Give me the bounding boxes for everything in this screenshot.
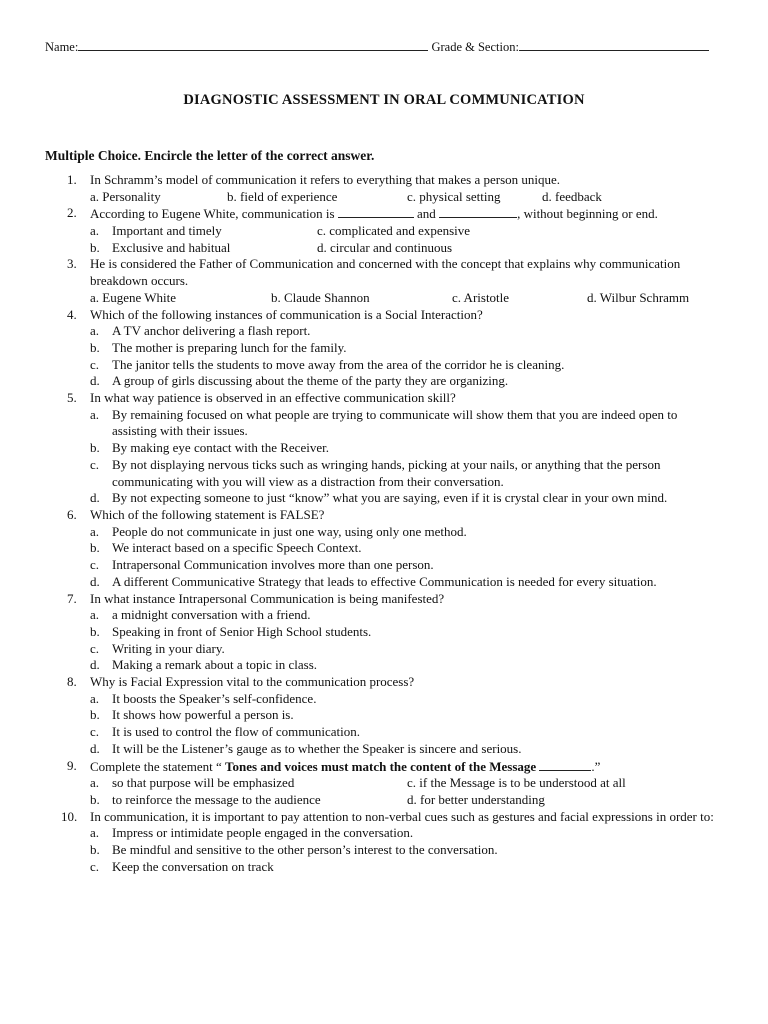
grade-section-label: Grade & Section: — [431, 40, 519, 54]
option-b[interactable]: Exclusive and habitual — [112, 239, 231, 255]
answer-blank[interactable] — [439, 205, 517, 218]
question-text: In what way patience is observed in an effective communication skill? — [90, 390, 456, 406]
question-number: 5. — [67, 390, 77, 406]
option-letter: a. — [90, 607, 100, 623]
question-9 — [45, 758, 725, 776]
option-b[interactable] — [45, 540, 725, 557]
option-a[interactable]: a. Personality — [90, 188, 161, 204]
option-letter: a. — [90, 323, 100, 339]
option-d[interactable] — [45, 657, 725, 674]
question-text-end: .” — [591, 758, 601, 774]
option-d[interactable] — [45, 741, 725, 758]
option-letter: b. — [90, 339, 100, 355]
option-letter: b. — [90, 623, 100, 639]
option-c[interactable]: c. complicated and expensive — [317, 223, 471, 239]
option-letter: b. — [90, 540, 100, 556]
question-text-part1: Complete the statement “ — [90, 758, 226, 774]
option-letter: c. — [90, 724, 100, 740]
option-letter: d. — [90, 657, 100, 673]
option-letter: b. — [90, 239, 100, 255]
option-letter: a. — [90, 825, 100, 841]
option-text: It is used to control the flow of communication. — [112, 724, 361, 740]
question-number: 3. — [67, 256, 77, 272]
option-text: It shows how powerful a person is. — [112, 707, 294, 723]
question-3-options — [45, 290, 725, 307]
question-text: In communication, it is important to pay attention to non-verbal cues such as gestures and facial expressions in order to: — [90, 808, 714, 824]
question-text-part2: and — [417, 206, 436, 222]
question-9-options-row1 — [45, 775, 725, 792]
option-text: By making eye contact with the Receiver. — [112, 440, 329, 456]
question-4 — [45, 307, 725, 324]
option-b[interactable] — [45, 340, 725, 357]
option-a[interactable] — [45, 323, 725, 340]
question-2-options-row2 — [45, 240, 725, 257]
option-text: It boosts the Speaker’s self-confidence. — [112, 690, 317, 706]
option-text: Impress or intimidate people engaged in the conversation. — [112, 825, 414, 841]
option-d[interactable]: d. Wilbur Schramm — [587, 289, 690, 305]
option-text: By remaining focused on what people are trying to communicate will show them that you are indeed open to assisting with their issues. — [112, 406, 678, 439]
option-text: Be mindful and sensitive to the other person’s interest to the conversation. — [112, 842, 498, 858]
option-c[interactable]: c. physical setting — [407, 188, 501, 204]
option-letter: d. — [90, 373, 100, 389]
option-c[interactable]: c. if the Message is to be understood at all — [407, 775, 626, 791]
question-number: 6. — [67, 507, 77, 522]
option-c[interactable] — [45, 859, 725, 876]
option-letter: a. — [90, 406, 100, 422]
option-text: The mother is preparing lunch for the family. — [112, 339, 347, 355]
question-number: 1. — [67, 172, 77, 187]
option-a[interactable] — [45, 407, 725, 440]
option-c[interactable] — [45, 357, 725, 374]
option-a[interactable]: a. Eugene White — [90, 289, 177, 305]
question-text-part1: According to Eugene White, communication is — [90, 206, 335, 222]
option-text: Keep the conversation on track — [112, 858, 274, 874]
option-d[interactable] — [45, 574, 725, 591]
option-a[interactable] — [45, 825, 725, 842]
question-number: 2. — [67, 205, 77, 221]
question-8 — [45, 674, 725, 691]
option-d[interactable]: d. circular and continuous — [317, 239, 453, 255]
option-letter: b. — [90, 440, 100, 456]
option-b[interactable] — [45, 842, 725, 859]
question-1-options — [45, 189, 725, 206]
option-a[interactable] — [45, 524, 725, 541]
grade-section-blank[interactable] — [519, 38, 709, 51]
option-letter: b. — [90, 842, 100, 858]
question-5 — [45, 390, 725, 407]
question-text-bold: Tones and voices must match the content of the Message — [225, 758, 537, 774]
question-number: 8. — [67, 674, 77, 690]
header-row — [45, 38, 725, 55]
question-list — [45, 172, 725, 875]
option-letter: c. — [90, 640, 100, 656]
name-label: Name: — [45, 40, 79, 54]
option-d[interactable]: d. feedback — [542, 188, 602, 204]
option-a[interactable]: so that purpose will be emphasized — [112, 775, 295, 791]
name-blank[interactable] — [78, 38, 428, 51]
question-9-options-row2 — [45, 792, 725, 809]
option-letter: c. — [90, 858, 100, 874]
option-text: A group of girls discussing about the theme of the party they are organizing. — [112, 373, 509, 389]
option-c[interactable] — [45, 641, 725, 658]
option-b[interactable]: b. Claude Shannon — [271, 289, 370, 305]
answer-blank[interactable] — [539, 758, 591, 771]
question-number: 7. — [67, 590, 77, 606]
question-text: In Schramm’s model of communication it refers to everything that makes a person unique. — [90, 172, 561, 187]
option-c[interactable] — [45, 557, 725, 574]
option-text: It will be the Listener’s gauge as to whether the Speaker is sincere and serious. — [112, 740, 522, 756]
instructions: Multiple Choice. Encircle the letter of the correct answer. — [45, 148, 375, 163]
option-letter: a. — [90, 690, 100, 706]
question-number: 4. — [67, 306, 77, 322]
option-letter: c. — [90, 557, 100, 573]
question-3 — [45, 256, 725, 289]
option-a[interactable]: Important and timely — [112, 223, 222, 239]
option-text: By not displaying nervous ticks such as wringing hands, picking at your nails, or anything that the person communicating with you will view as a distraction from their conversation. — [112, 456, 661, 489]
option-b[interactable] — [45, 707, 725, 724]
option-text: A TV anchor delivering a flash report. — [112, 323, 311, 339]
question-text: In what instance Intrapersonal Communication is being manifested? — [90, 590, 445, 606]
option-d[interactable]: d. for better understanding — [407, 791, 545, 807]
option-b[interactable]: b. field of experience — [227, 188, 338, 204]
option-letter: d. — [90, 740, 100, 756]
page-title: DIAGNOSTIC ASSESSMENT IN ORAL COMMUNICATION — [183, 92, 585, 108]
option-d[interactable] — [45, 490, 725, 507]
question-text: Which of the following instances of communication is a Social Interaction? — [90, 306, 483, 322]
option-text: People do not communicate in just one way, using only one method. — [112, 523, 467, 539]
option-text: Speaking in front of Senior High School students. — [112, 623, 372, 639]
option-letter: b. — [90, 791, 100, 807]
option-a[interactable] — [45, 691, 725, 708]
option-letter: a. — [90, 775, 100, 791]
question-7 — [45, 591, 725, 608]
option-letter: d. — [90, 573, 100, 589]
option-text: Writing in your diary. — [112, 640, 225, 656]
option-letter: b. — [90, 707, 100, 723]
option-letter: a. — [90, 223, 100, 239]
option-a[interactable] — [45, 607, 725, 624]
option-letter: c. — [90, 356, 100, 372]
answer-blank[interactable] — [338, 205, 414, 218]
question-1 — [45, 172, 725, 189]
question-2-options-row1 — [45, 223, 725, 240]
option-text: A different Communicative Strategy that leads to effective Communication is needed for every situation. — [112, 573, 657, 589]
option-c[interactable]: c. Aristotle — [452, 289, 510, 305]
option-text: We interact based on a specific Speech Context. — [112, 540, 362, 556]
option-d[interactable] — [45, 373, 725, 390]
option-text: Intrapersonal Communication involves more than one person. — [112, 557, 434, 573]
option-b[interactable]: to reinforce the message to the audience — [112, 791, 321, 807]
question-text: Why is Facial Expression vital to the communication process? — [90, 674, 415, 690]
option-text: By not expecting someone to just “know” what you are saying, even if it is crystal clear in your own mind. — [112, 490, 668, 506]
question-10 — [45, 809, 725, 826]
option-text: Making a remark about a topic in class. — [112, 657, 318, 673]
option-b[interactable] — [45, 440, 725, 457]
option-text: a midnight conversation with a friend. — [112, 607, 311, 623]
question-text: He is considered the Father of Communication and concerned with the concept that explains why communication breakdown occurs. — [90, 256, 681, 289]
option-text: The janitor tells the students to move away from the area of the corridor he is cleaning. — [112, 356, 565, 372]
option-b[interactable] — [45, 624, 725, 641]
option-letter: c. — [90, 456, 100, 472]
option-letter: a. — [90, 523, 100, 539]
question-text: Which of the following statement is FALSE? — [90, 507, 325, 522]
question-6 — [45, 507, 725, 524]
question-2 — [45, 205, 725, 223]
option-c[interactable] — [45, 457, 725, 490]
question-number: 10. — [61, 808, 78, 824]
option-c[interactable] — [45, 724, 725, 741]
question-number: 9. — [67, 757, 77, 773]
question-text-part3: , without beginning or end. — [517, 206, 658, 222]
option-letter: d. — [90, 490, 100, 506]
